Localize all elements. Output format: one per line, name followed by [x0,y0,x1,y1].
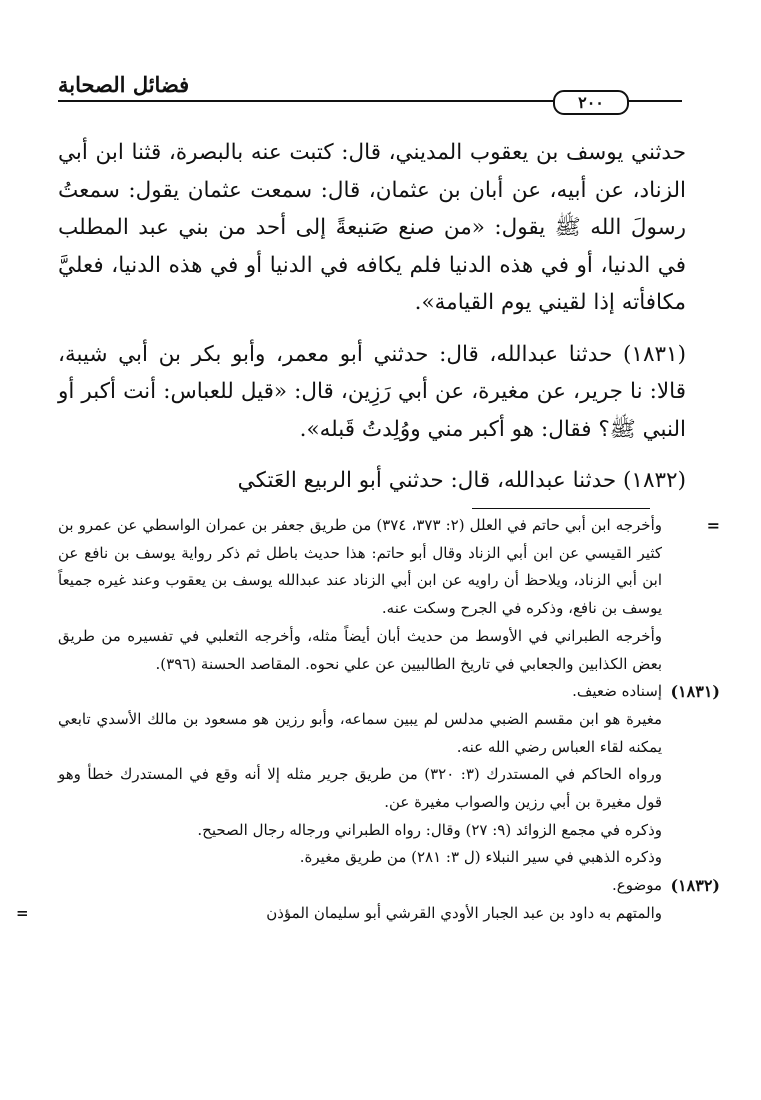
footnote-1832 [16,872,720,900]
footnote-body [58,678,662,706]
footnote-1832-details [16,900,720,928]
footnote-lead: موضوع. [612,876,662,895]
footnote-paragraph: ورواه الحاكم في المستدرك (٣: ٣٢٠) من طريق جرير مثله إلا أنه وقع في المستدرك خطأ وهو قول مغيرة بن أبي رزين والصواب مغيرة عن. [58,765,662,812]
main-paragraph: حدثني يوسف بن يعقوب المديني، قال: كتبت عنه بالبصرة، قثنا ابن أبي الزناد، عن أبيه، عن أبان بن عثمان، قال: سمعت عثمان يقول: سمعتُ رسولَ الله ﷺ يقول: «من صنع صَنيعةً إلى أحد من بني عبد المطلب في الدنيا، أو في هذه الدنيا فلم يكافه في الدنيا أو في هذه الدنيا، فعليَّ مكافأته إذا لقيني يوم القيامة». [58,140,686,315]
footnote-continuation [16,512,720,678]
footnote-paragraph: وذكره في مجمع الزوائد (٩: ٢٧) وقال: رواه الطبراني ورجاله رجال الصحيح. [197,820,662,839]
footnote-paragraph: مغيرة هو ابن مقسم الضبي مدلس لم يبين سماعه، وأبو رزين هو مسعود بن مالك الأسدي تابعي يمكنه لقاء العباس رضي الله عنه. [58,709,662,756]
footnote-paragraph: وأخرجه ابن أبي حاتم في العلل (٢: ٣٧٣، ٣٧٤) من طريق جعفر بن عمران الواسطي عن عمرو بن كثير القيسي عن ابن أبي الزناد وقال أبو حاتم: هذا حديث باطل ثم ذكر رواية يوسف بن نافع عن ابن أبي الزناد، ويلاحظ أن راويه عن ابن أبي الزناد عند عبدالله يوسف بن يعقوب وعند غيره جميعاً يوسف بن نافع، وذكره في الجرح وسكت عنه. [58,516,662,618]
footnote-paragraph: والمتهم به داود بن عبد الجبار الأودي القرشي أبو سليمان المؤذن [266,903,662,922]
footnote-number: (١٨٣١) [670,682,720,702]
hadith-1832: (١٨٣٢) حدثنا عبدالله، قال: حدثني أبو الربيع العَتكي [237,468,686,493]
footnote-body [58,872,662,900]
main-text [58,134,686,500]
hadith-1831: (١٨٣١) حدثنا عبدالله، قال: حدثني أبو معمر، وأبو بكر بن أبي شيبة، قالا: نا جرير، عن مغيرة، عن أبي رَزِين، قال: «قيل للعباس: أنت أكبر أو النبي ﷺ؟ فقال: هو أكبر مني ووُلِدتُ قَبله». [58,341,686,442]
footnote-body [58,706,662,872]
footnote-body [58,512,662,678]
page-number: ٢٠٠ [553,90,629,115]
footnotes [16,512,720,928]
footnote-1831 [16,678,720,706]
footnote-1831-details [16,706,720,872]
footnote-number: (١٨٣٢) [670,876,720,896]
footnote-separator [472,508,650,509]
footnote-paragraph: وأخرجه الطبراني في الأوسط من حديث أبان أيضاً مثله، وأخرجه الثعلبي في تفسيره من طريق بعض الكذابين والجعابي في تاريخ الطالبيين عن علي نحوه. المقاصد الحسنة (٣٩٦). [58,626,662,673]
footnote-paragraph: وذكره الذهبي في سير النبلاء (ل ٣: ٢٨١) من طريق مغيرة. [299,848,662,867]
footnote-body [58,900,662,928]
trailing-mark: = [16,903,29,922]
continuation-mark: = [706,516,720,535]
footnote-lead: إسناده ضعيف. [572,682,662,701]
running-title: فضائل الصحابة [58,72,190,97]
